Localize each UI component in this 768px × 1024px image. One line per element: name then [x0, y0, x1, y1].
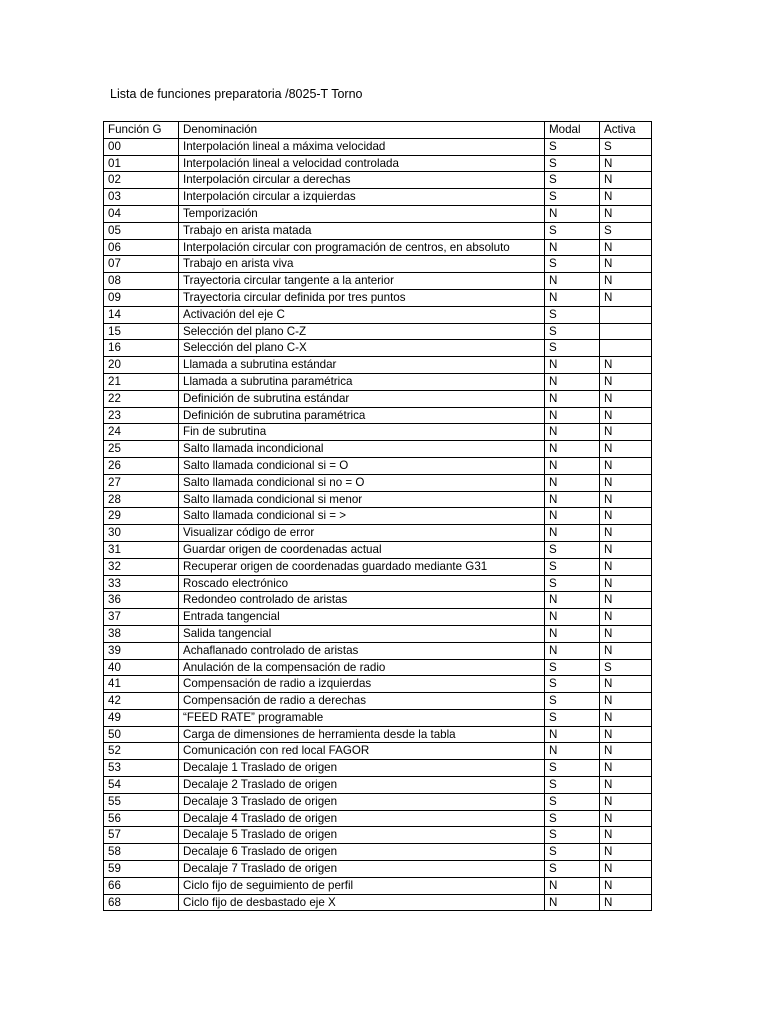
- cell-denominacion: Ciclo fijo de seguimiento de perfil: [179, 877, 545, 894]
- table-row: [104, 609, 652, 626]
- cell-activa: N: [600, 390, 652, 407]
- cell-denominacion: Llamada a subrutina estándar: [179, 357, 545, 374]
- table-row: [104, 172, 652, 189]
- cell-activa: S: [600, 222, 652, 239]
- cell-modal: N: [545, 373, 600, 390]
- cell-denominacion: Compensación de radio a derechas: [179, 693, 545, 710]
- cell-activa: N: [600, 894, 652, 911]
- cell-denominacion: Interpolación lineal a máxima velocidad: [179, 138, 545, 155]
- cell-activa: N: [600, 189, 652, 206]
- cell-modal: S: [545, 541, 600, 558]
- cell-funcion-g: 50: [104, 726, 179, 743]
- cell-denominacion: Definición de subrutina estándar: [179, 390, 545, 407]
- cell-denominacion: Decalaje 3 Traslado de origen: [179, 793, 545, 810]
- cell-denominacion: Decalaje 1 Traslado de origen: [179, 760, 545, 777]
- cell-modal: S: [545, 827, 600, 844]
- cell-activa: N: [600, 289, 652, 306]
- table-row: [104, 424, 652, 441]
- cell-activa: N: [600, 877, 652, 894]
- table-row: [104, 793, 652, 810]
- cell-activa: N: [600, 760, 652, 777]
- cell-denominacion: Definición de subrutina paramétrica: [179, 407, 545, 424]
- cell-activa: N: [600, 676, 652, 693]
- cell-denominacion: Selección del plano C-X: [179, 340, 545, 357]
- cell-modal: S: [545, 256, 600, 273]
- table-row: [104, 289, 652, 306]
- table-row: [104, 407, 652, 424]
- cell-modal: N: [545, 357, 600, 374]
- cell-funcion-g: 27: [104, 474, 179, 491]
- table-row: [104, 625, 652, 642]
- cell-modal: S: [545, 793, 600, 810]
- cell-funcion-g: 36: [104, 592, 179, 609]
- cell-denominacion: Redondeo controlado de aristas: [179, 592, 545, 609]
- cell-funcion-g: 02: [104, 172, 179, 189]
- table-row: [104, 491, 652, 508]
- table-row: [104, 642, 652, 659]
- table-row: [104, 541, 652, 558]
- cell-funcion-g: 55: [104, 793, 179, 810]
- cell-modal: N: [545, 441, 600, 458]
- table-row: [104, 373, 652, 390]
- cell-activa: N: [600, 357, 652, 374]
- cell-funcion-g: 25: [104, 441, 179, 458]
- cell-modal: N: [545, 525, 600, 542]
- cell-denominacion: Interpolación circular a izquierdas: [179, 189, 545, 206]
- cell-denominacion: “FEED RATE” programable: [179, 709, 545, 726]
- table-row: [104, 676, 652, 693]
- cell-funcion-g: 30: [104, 525, 179, 542]
- cell-denominacion: Anulación de la compensación de radio: [179, 659, 545, 676]
- table-row: [104, 155, 652, 172]
- table-row: [104, 256, 652, 273]
- table-row: [104, 894, 652, 911]
- cell-denominacion: Temporización: [179, 205, 545, 222]
- cell-denominacion: Trayectoria circular definida por tres puntos: [179, 289, 545, 306]
- cell-activa: N: [600, 508, 652, 525]
- cell-denominacion: Salto llamada condicional si = >: [179, 508, 545, 525]
- cell-activa: N: [600, 625, 652, 642]
- cell-funcion-g: 57: [104, 827, 179, 844]
- cell-activa: N: [600, 592, 652, 609]
- cell-activa: N: [600, 743, 652, 760]
- cell-activa: N: [600, 844, 652, 861]
- cell-funcion-g: 59: [104, 861, 179, 878]
- cell-funcion-g: 03: [104, 189, 179, 206]
- cell-funcion-g: 31: [104, 541, 179, 558]
- cell-activa: N: [600, 642, 652, 659]
- cell-funcion-g: 40: [104, 659, 179, 676]
- cell-modal: N: [545, 743, 600, 760]
- cell-activa: N: [600, 777, 652, 794]
- cell-denominacion: Decalaje 6 Traslado de origen: [179, 844, 545, 861]
- cell-denominacion: Decalaje 5 Traslado de origen: [179, 827, 545, 844]
- cell-modal: S: [545, 810, 600, 827]
- cell-modal: S: [545, 844, 600, 861]
- cell-modal: S: [545, 861, 600, 878]
- cell-activa: N: [600, 793, 652, 810]
- cell-modal: S: [545, 340, 600, 357]
- cell-activa: N: [600, 709, 652, 726]
- cell-funcion-g: 32: [104, 558, 179, 575]
- cell-modal: N: [545, 390, 600, 407]
- cell-activa: S: [600, 659, 652, 676]
- cell-activa: N: [600, 726, 652, 743]
- cell-funcion-g: 66: [104, 877, 179, 894]
- cell-modal: N: [545, 239, 600, 256]
- cell-funcion-g: 20: [104, 357, 179, 374]
- cell-denominacion: Trayectoria circular tangente a la anterior: [179, 273, 545, 290]
- table-row: [104, 222, 652, 239]
- cell-activa: N: [600, 373, 652, 390]
- cell-activa: N: [600, 239, 652, 256]
- cell-funcion-g: 05: [104, 222, 179, 239]
- cell-funcion-g: 26: [104, 457, 179, 474]
- cell-activa: N: [600, 491, 652, 508]
- table-row: [104, 592, 652, 609]
- cell-denominacion: Recuperar origen de coordenadas guardado mediante G31: [179, 558, 545, 575]
- cell-denominacion: Salida tangencial: [179, 625, 545, 642]
- cell-modal: S: [545, 172, 600, 189]
- cell-funcion-g: 22: [104, 390, 179, 407]
- cell-funcion-g: 06: [104, 239, 179, 256]
- cell-denominacion: Trabajo en arista matada: [179, 222, 545, 239]
- cell-funcion-g: 52: [104, 743, 179, 760]
- cell-funcion-g: 00: [104, 138, 179, 155]
- table-row: [104, 575, 652, 592]
- cell-funcion-g: 28: [104, 491, 179, 508]
- cell-modal: N: [545, 273, 600, 290]
- cell-denominacion: Comunicación con red local FAGOR: [179, 743, 545, 760]
- cell-denominacion: Activación del eje C: [179, 306, 545, 323]
- cell-funcion-g: 53: [104, 760, 179, 777]
- cell-denominacion: Salto llamada incondicional: [179, 441, 545, 458]
- cell-modal: S: [545, 709, 600, 726]
- cell-modal: S: [545, 558, 600, 575]
- cell-activa: [600, 323, 652, 340]
- table-row: [104, 760, 652, 777]
- cell-funcion-g: 15: [104, 323, 179, 340]
- cell-funcion-g: 24: [104, 424, 179, 441]
- cell-modal: N: [545, 642, 600, 659]
- cell-denominacion: Selección del plano C-Z: [179, 323, 545, 340]
- cell-denominacion: Salto llamada condicional si = O: [179, 457, 545, 474]
- cell-activa: N: [600, 424, 652, 441]
- cell-modal: N: [545, 894, 600, 911]
- cell-activa: N: [600, 541, 652, 558]
- cell-denominacion: Decalaje 7 Traslado de origen: [179, 861, 545, 878]
- cell-modal: N: [545, 205, 600, 222]
- cell-funcion-g: 38: [104, 625, 179, 642]
- table-row: [104, 777, 652, 794]
- cell-denominacion: Compensación de radio a izquierdas: [179, 676, 545, 693]
- table-row: [104, 273, 652, 290]
- table-row: [104, 810, 652, 827]
- table-row: [104, 659, 652, 676]
- cell-activa: N: [600, 256, 652, 273]
- cell-activa: N: [600, 474, 652, 491]
- cell-denominacion: Roscado electrónico: [179, 575, 545, 592]
- cell-activa: N: [600, 861, 652, 878]
- header-modal: Modal: [545, 122, 600, 139]
- document-title: Lista de funciones preparatoria /8025-T Torno: [110, 87, 363, 101]
- cell-modal: S: [545, 777, 600, 794]
- cell-funcion-g: 56: [104, 810, 179, 827]
- cell-funcion-g: 08: [104, 273, 179, 290]
- cell-modal: S: [545, 659, 600, 676]
- cell-modal: N: [545, 491, 600, 508]
- cell-modal: S: [545, 676, 600, 693]
- cell-funcion-g: 41: [104, 676, 179, 693]
- cell-activa: N: [600, 810, 652, 827]
- cell-modal: N: [545, 592, 600, 609]
- cell-modal: S: [545, 138, 600, 155]
- cell-denominacion: Fin de subrutina: [179, 424, 545, 441]
- cell-modal: S: [545, 760, 600, 777]
- cell-activa: N: [600, 273, 652, 290]
- cell-activa: N: [600, 441, 652, 458]
- cell-activa: N: [600, 457, 652, 474]
- cell-modal: S: [545, 575, 600, 592]
- cell-denominacion: Guardar origen de coordenadas actual: [179, 541, 545, 558]
- cell-activa: N: [600, 155, 652, 172]
- cell-denominacion: Visualizar código de error: [179, 525, 545, 542]
- table-row: [104, 340, 652, 357]
- cell-modal: N: [545, 625, 600, 642]
- table-row: [104, 189, 652, 206]
- cell-modal: N: [545, 474, 600, 491]
- cell-funcion-g: 23: [104, 407, 179, 424]
- table-row: [104, 474, 652, 491]
- cell-activa: N: [600, 525, 652, 542]
- cell-funcion-g: 68: [104, 894, 179, 911]
- cell-activa: N: [600, 575, 652, 592]
- table-row: [104, 441, 652, 458]
- table-row: [104, 357, 652, 374]
- cell-funcion-g: 14: [104, 306, 179, 323]
- cell-modal: N: [545, 877, 600, 894]
- cell-activa: N: [600, 205, 652, 222]
- cell-activa: [600, 306, 652, 323]
- cell-activa: N: [600, 407, 652, 424]
- cell-denominacion: Interpolación circular a derechas: [179, 172, 545, 189]
- table-row: [104, 726, 652, 743]
- table-row: [104, 525, 652, 542]
- cell-activa: S: [600, 138, 652, 155]
- cell-funcion-g: 01: [104, 155, 179, 172]
- cell-modal: S: [545, 693, 600, 710]
- table-row: [104, 877, 652, 894]
- cell-modal: S: [545, 155, 600, 172]
- table-row: [104, 693, 652, 710]
- cell-denominacion: Trabajo en arista viva: [179, 256, 545, 273]
- table-row: [104, 827, 652, 844]
- cell-funcion-g: 16: [104, 340, 179, 357]
- table-row: [104, 558, 652, 575]
- cell-funcion-g: 21: [104, 373, 179, 390]
- cell-denominacion: Salto llamada condicional si no = O: [179, 474, 545, 491]
- cell-funcion-g: 42: [104, 693, 179, 710]
- cell-denominacion: Llamada a subrutina paramétrica: [179, 373, 545, 390]
- cell-modal: N: [545, 289, 600, 306]
- cell-modal: S: [545, 323, 600, 340]
- cell-funcion-g: 09: [104, 289, 179, 306]
- cell-denominacion: Achaflanado controlado de aristas: [179, 642, 545, 659]
- cell-denominacion: Decalaje 4 Traslado de origen: [179, 810, 545, 827]
- table-row: [104, 457, 652, 474]
- cell-activa: N: [600, 558, 652, 575]
- cell-funcion-g: 33: [104, 575, 179, 592]
- cell-funcion-g: 39: [104, 642, 179, 659]
- cell-activa: N: [600, 693, 652, 710]
- table-row: [104, 205, 652, 222]
- table-row: [104, 390, 652, 407]
- cell-funcion-g: 58: [104, 844, 179, 861]
- table-row: [104, 508, 652, 525]
- cell-modal: N: [545, 508, 600, 525]
- cell-funcion-g: 29: [104, 508, 179, 525]
- table-header-row: [104, 122, 652, 139]
- cell-denominacion: Entrada tangencial: [179, 609, 545, 626]
- table-row: [104, 709, 652, 726]
- cell-activa: N: [600, 827, 652, 844]
- cell-modal: S: [545, 306, 600, 323]
- table-row: [104, 861, 652, 878]
- cell-modal: N: [545, 609, 600, 626]
- table-row: [104, 743, 652, 760]
- cell-activa: [600, 340, 652, 357]
- cell-funcion-g: 49: [104, 709, 179, 726]
- cell-funcion-g: 54: [104, 777, 179, 794]
- header-denominacion: Denominación: [179, 122, 545, 139]
- cell-modal: N: [545, 457, 600, 474]
- table-row: [104, 239, 652, 256]
- cell-modal: N: [545, 407, 600, 424]
- cell-modal: N: [545, 424, 600, 441]
- cell-denominacion: Interpolación circular con programación de centros, en absoluto: [179, 239, 545, 256]
- cell-activa: N: [600, 172, 652, 189]
- table-row: [104, 306, 652, 323]
- header-funcion-g: Función G: [104, 122, 179, 139]
- cell-denominacion: Carga de dimensiones de herramienta desde la tabla: [179, 726, 545, 743]
- table-row: [104, 138, 652, 155]
- cell-denominacion: Decalaje 2 Traslado de origen: [179, 777, 545, 794]
- g-functions-table: [103, 121, 652, 911]
- cell-modal: S: [545, 189, 600, 206]
- cell-funcion-g: 37: [104, 609, 179, 626]
- header-activa: Activa: [600, 122, 652, 139]
- cell-denominacion: Salto llamada condicional si menor: [179, 491, 545, 508]
- cell-activa: N: [600, 609, 652, 626]
- cell-denominacion: Interpolación lineal a velocidad controlada: [179, 155, 545, 172]
- table-row: [104, 844, 652, 861]
- cell-funcion-g: 07: [104, 256, 179, 273]
- cell-funcion-g: 04: [104, 205, 179, 222]
- table-row: [104, 323, 652, 340]
- cell-denominacion: Ciclo fijo de desbastado eje X: [179, 894, 545, 911]
- cell-modal: S: [545, 222, 600, 239]
- cell-modal: N: [545, 726, 600, 743]
